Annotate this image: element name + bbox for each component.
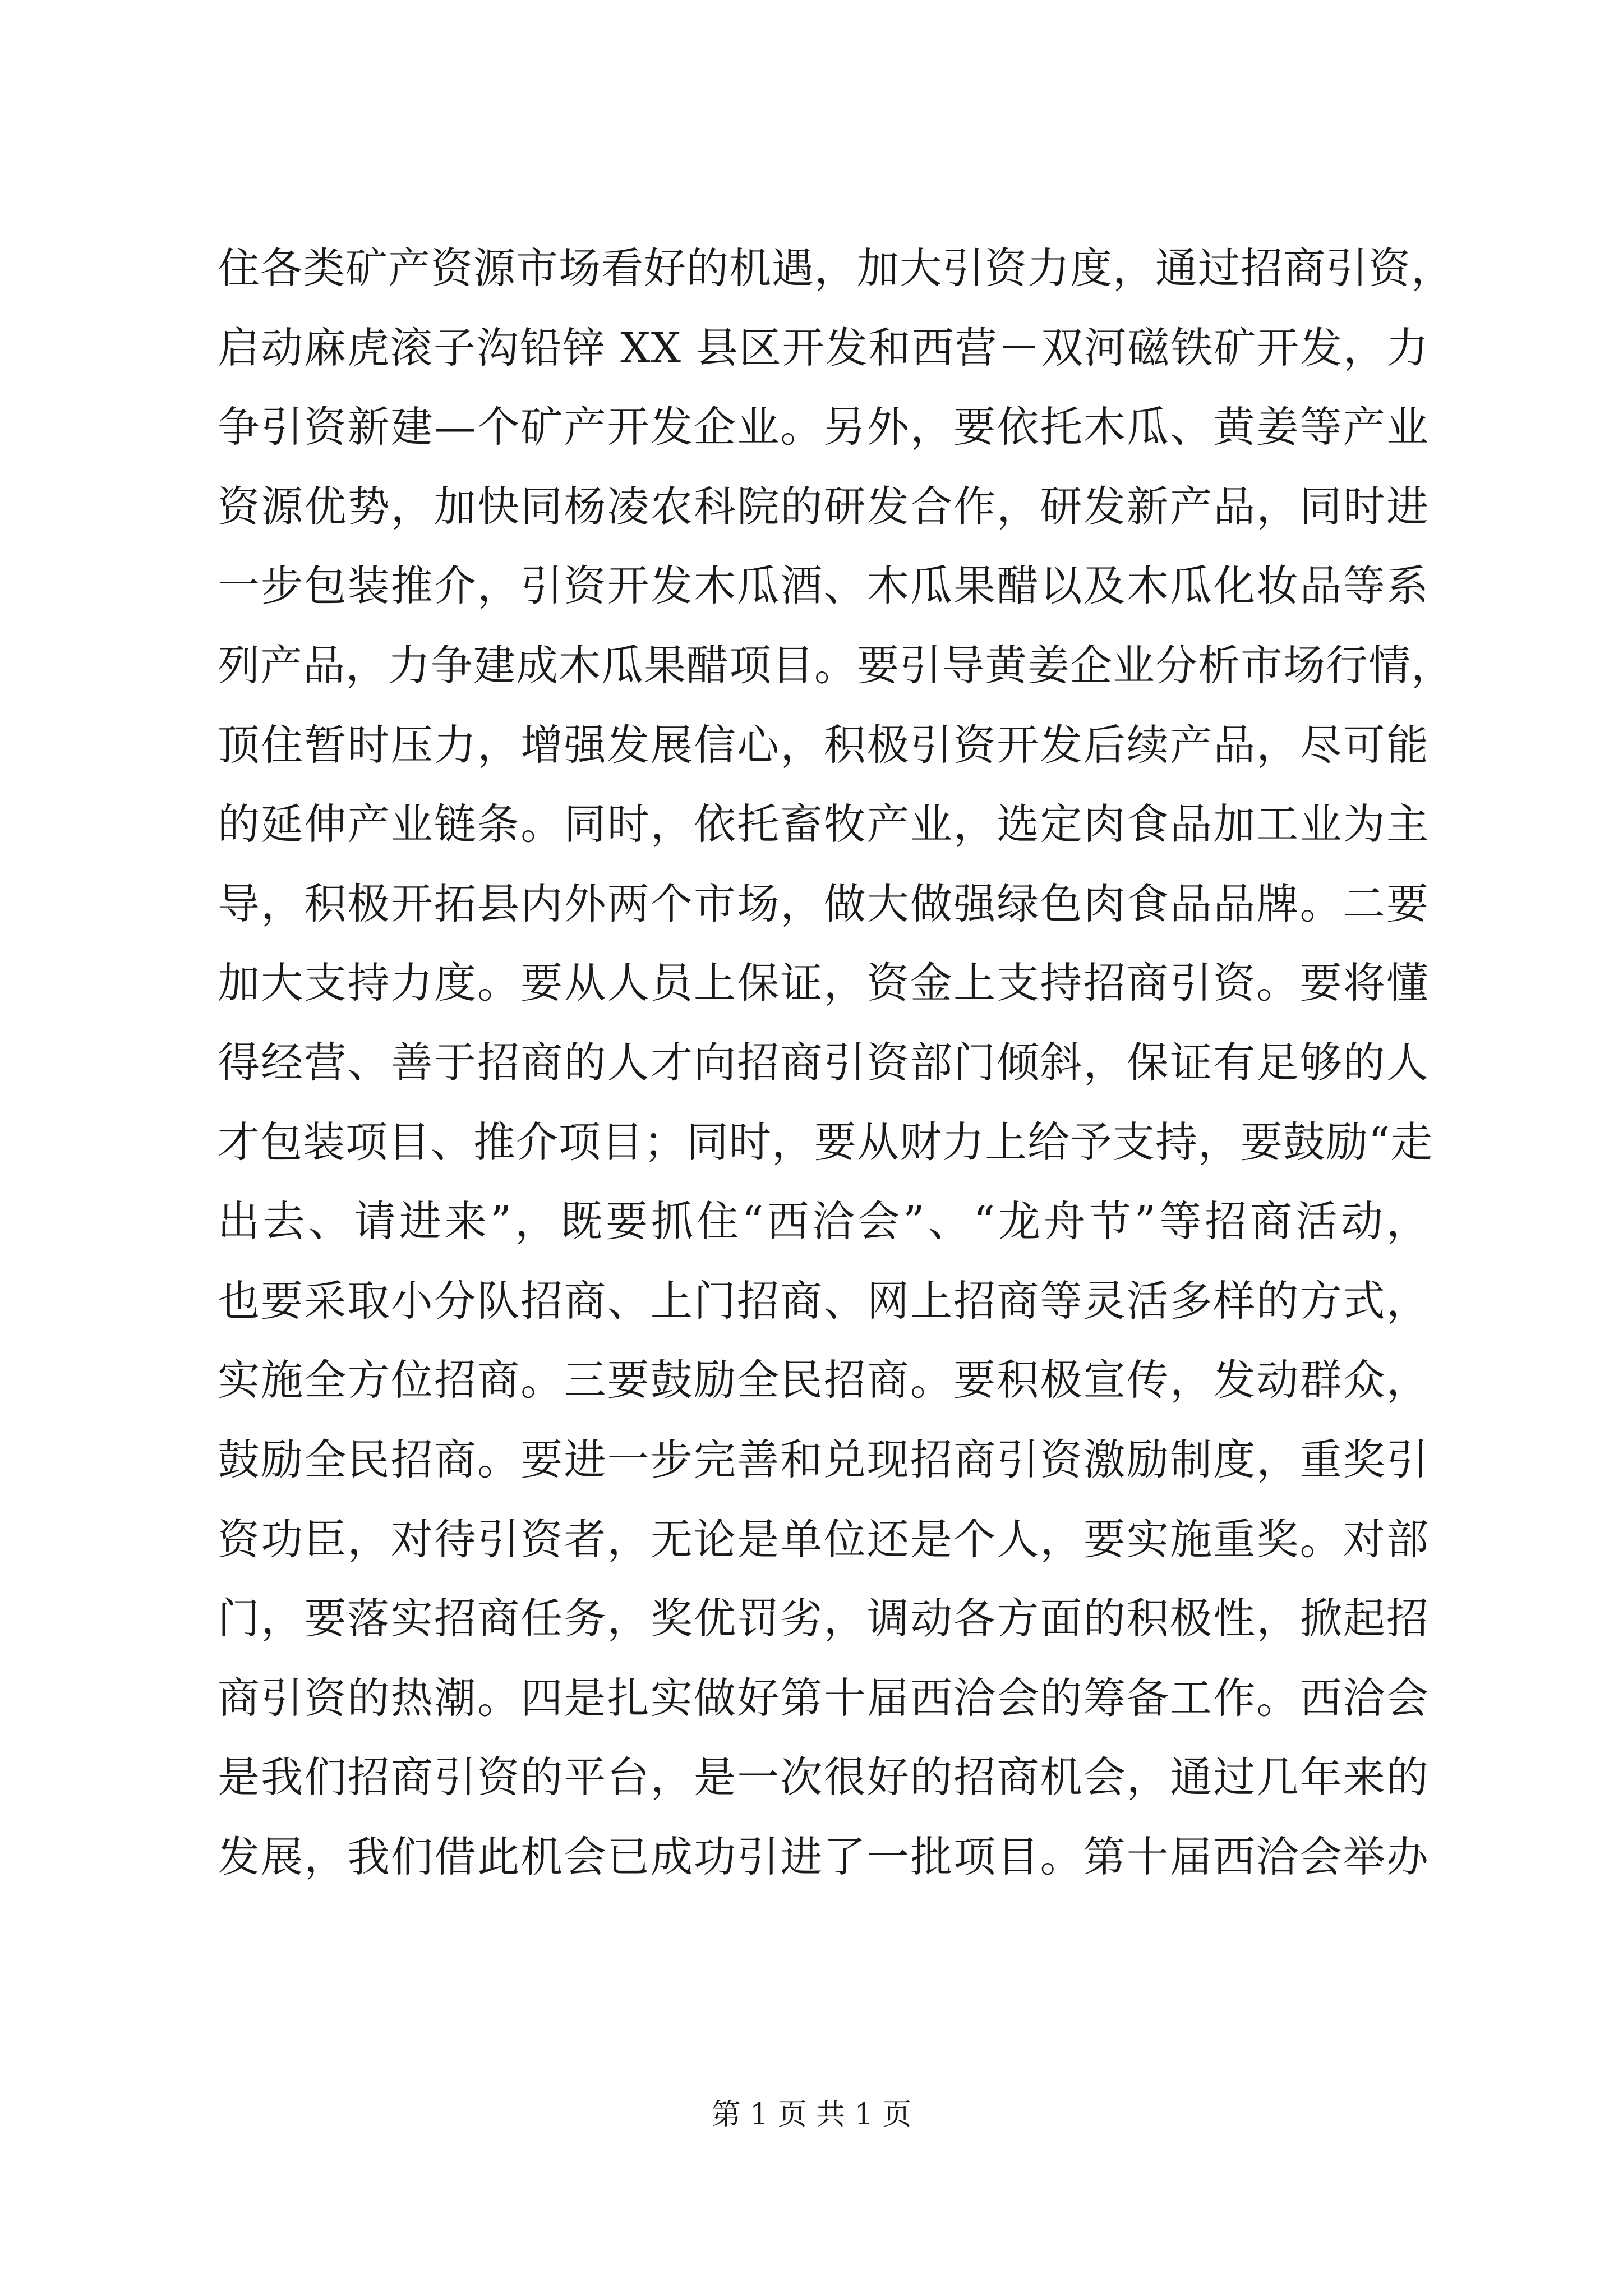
text-line: 顶住暂时压力，增强发展信心，积极引资开发后续产品，尽可能 <box>218 720 1429 770</box>
text-line: 是我们招商引资的平台，是一次很好的招商机会，通过几年来的 <box>218 1752 1429 1802</box>
text-line: 门，要落实招商任务，奖优罚劣，调动各方面的积极性，掀起招 <box>218 1594 1429 1644</box>
text-line: 实施全方位招商。三要鼓励全民招商。要积极宣传，发动群众， <box>218 1355 1429 1405</box>
text-line: 一步包装推介，引资开发木瓜酒、木瓜果醋以及木瓜化妆品等系 <box>218 561 1429 611</box>
text-line: 得经营、善于招商的人才向招商引资部门倾斜，保证有足够的人 <box>218 1037 1429 1087</box>
text-line: 资源优势，加快同杨凌农科院的研发合作，研发新产品，同时进 <box>218 481 1429 531</box>
page-footer: 第 1 页 共 1 页 <box>711 2098 912 2132</box>
text-line: 导，积极开拓县内外两个市场，做大做强绿色肉食品品牌。二要 <box>218 878 1429 928</box>
text-line: 加大支持力度。要从人员上保证，资金上支持招商引资。要将懂 <box>218 958 1429 1008</box>
text-line: 才包装项目、推介项目；同时，要从财力上给予支持，要鼓励“走 <box>218 1117 1433 1167</box>
text-line: 争引资新建—个矿产开发企业。另外，要依托木瓜、黄姜等产业 <box>218 402 1429 452</box>
text-line: 列产品，力争建成木瓜果醋项目。要引导黄姜企业分析市场行情， <box>218 640 1454 690</box>
text-line: 也要采取小分队招商、上门招商、网上招商等灵活多样的方式， <box>218 1276 1429 1326</box>
text-line: 住各类矿产资源市场看好的机遇，加大引资力度，通过招商引资， <box>218 243 1454 293</box>
text-line: 鼓励全民招商。要进一步完善和兑现招商引资激励制度，重奖引 <box>218 1434 1429 1484</box>
text-line: 出去、请进来”，既要抓住“西洽会”、“龙舟节”等招商活动， <box>218 1197 1429 1246</box>
text-line: 资功臣，对待引资者，无论是单位还是个人，要实施重奖。对部 <box>218 1514 1429 1564</box>
text-line: 的延伸产业链条。同时，依托畜牧产业，选定肉食品加工业为主 <box>218 799 1429 849</box>
text-line: 发展，我们借此机会已成功引进了一批项目。第十届西洽会举办 <box>218 1832 1429 1881</box>
text-line: 商引资的热潮。四是扎实做好第十届西洽会的筹备工作。西洽会 <box>218 1673 1429 1723</box>
body-text <box>218 229 1454 1897</box>
text-line: 启动麻虎滚子沟铅锌 XX 县区开发和西营－双河磁铁矿开发，力 <box>218 323 1429 372</box>
